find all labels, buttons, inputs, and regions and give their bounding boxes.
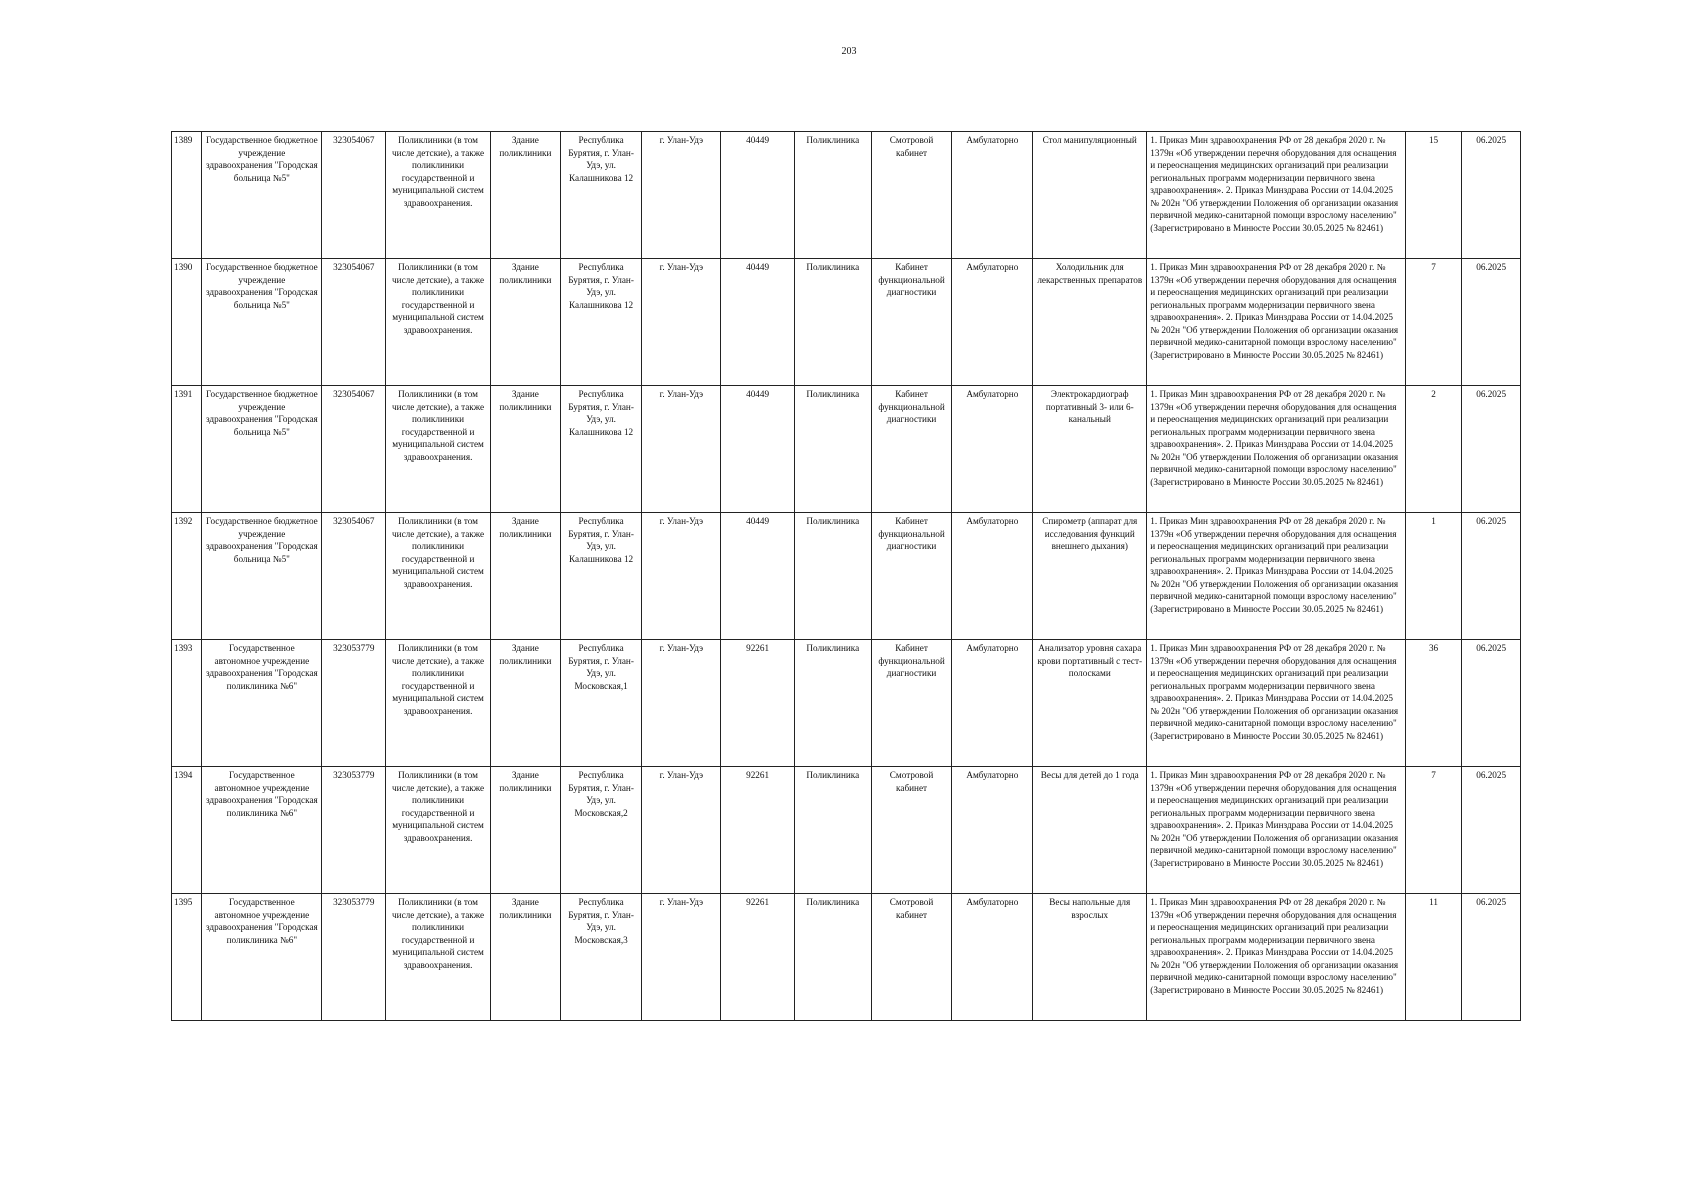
table-body (172, 132, 1521, 1021)
organization-name-cell: Государственное бюджетное учреждение здравоохранения "Городская больница №5" (202, 386, 322, 513)
care-mode-cell: Амбулаторно (952, 640, 1033, 767)
delivery-date-cell: 06.2025 (1462, 640, 1521, 767)
care-mode-cell: Амбулаторно (952, 386, 1033, 513)
quantity-cell: 36 (1405, 640, 1462, 767)
table-row (172, 767, 1521, 894)
room-name-cell: Смотровой кабинет (871, 894, 952, 1021)
organization-code-cell: 323054067 (322, 132, 386, 259)
row-number-cell: 1389 (172, 132, 202, 259)
organization-name-cell: Государственное автономное учреждение здравоохранения "Городская поликлиника №6" (202, 767, 322, 894)
department-cell: Поликлиника (794, 386, 871, 513)
room-name-cell: Смотровой кабинет (871, 132, 952, 259)
facility-id-cell: 40449 (721, 386, 795, 513)
care-mode-cell: Амбулаторно (952, 259, 1033, 386)
care-mode-cell: Амбулаторно (952, 767, 1033, 894)
facility-id-cell: 92261 (721, 767, 795, 894)
department-cell: Поликлиника (794, 513, 871, 640)
quantity-cell: 15 (1405, 132, 1462, 259)
table-row (172, 640, 1521, 767)
regulation-reference-cell: 1. Приказ Мин здравоохранения РФ от 28 декабря 2020 г. № 1379н «Об утверждении перечня оборудования для оснащения и переоснащения медицинских организаций при реализации региональных программ модернизации первичного звена здравоохранения». 2. Приказ Минздрава России от 14.04.2025 № 202н "Об утверждении Положения об организации оказания первичной медико-санитарной помощи взрослому населению" (Зарегистрировано в Минюсте России 30.05.2025 № 82461) (1147, 640, 1405, 767)
organization-code-cell: 323053779 (322, 894, 386, 1021)
room-name-cell: Кабинет функциональной диагностики (871, 386, 952, 513)
care-mode-cell: Амбулаторно (952, 132, 1033, 259)
address-cell: Республика Бурятия, г. Улан-Удэ, ул. Московская,2 (560, 767, 642, 894)
building-name-cell: Здание поликлиники (491, 513, 561, 640)
delivery-date-cell: 06.2025 (1462, 132, 1521, 259)
department-cell: Поликлиника (794, 894, 871, 1021)
facility-id-cell: 40449 (721, 259, 795, 386)
department-cell: Поликлиника (794, 640, 871, 767)
row-number-cell: 1391 (172, 386, 202, 513)
building-name-cell: Здание поликлиники (491, 386, 561, 513)
organization-name-cell: Государственное бюджетное учреждение здравоохранения "Городская больница №5" (202, 132, 322, 259)
row-number-cell: 1394 (172, 767, 202, 894)
building-name-cell: Здание поликлиники (491, 132, 561, 259)
building-name-cell: Здание поликлиники (491, 767, 561, 894)
facility-type-cell: Поликлиники (в том числе детские), а также поликлиники государственной и муниципальной систем здравоохранения. (386, 894, 491, 1021)
care-mode-cell: Амбулаторно (952, 513, 1033, 640)
city-cell: г. Улан-Удэ (642, 386, 721, 513)
facility-id-cell: 40449 (721, 132, 795, 259)
row-number-cell: 1395 (172, 894, 202, 1021)
city-cell: г. Улан-Удэ (642, 513, 721, 640)
quantity-cell: 7 (1405, 767, 1462, 894)
table-row (172, 894, 1521, 1021)
room-name-cell: Кабинет функциональной диагностики (871, 259, 952, 386)
city-cell: г. Улан-Удэ (642, 132, 721, 259)
address-cell: Республика Бурятия, г. Улан-Удэ, ул. Калашникова 12 (560, 513, 642, 640)
quantity-cell: 1 (1405, 513, 1462, 640)
delivery-date-cell: 06.2025 (1462, 513, 1521, 640)
facility-type-cell: Поликлиники (в том числе детские), а также поликлиники государственной и муниципальной систем здравоохранения. (386, 259, 491, 386)
equipment-name-cell: Весы напольные для взрослых (1033, 894, 1147, 1021)
building-name-cell: Здание поликлиники (491, 259, 561, 386)
city-cell: г. Улан-Удэ (642, 767, 721, 894)
delivery-date-cell: 06.2025 (1462, 767, 1521, 894)
table-row (172, 132, 1521, 259)
table-row (172, 259, 1521, 386)
row-number-cell: 1392 (172, 513, 202, 640)
delivery-date-cell: 06.2025 (1462, 894, 1521, 1021)
city-cell: г. Улан-Удэ (642, 640, 721, 767)
quantity-cell: 11 (1405, 894, 1462, 1021)
building-name-cell: Здание поликлиники (491, 894, 561, 1021)
organization-code-cell: 323054067 (322, 386, 386, 513)
regulation-reference-cell: 1. Приказ Мин здравоохранения РФ от 28 декабря 2020 г. № 1379н «Об утверждении перечня оборудования для оснащения и переоснащения медицинских организаций при реализации региональных программ модернизации первичного звена здравоохранения». 2. Приказ Минздрава России от 14.04.2025 № 202н "Об утверждении Положения об организации оказания первичной медико-санитарной помощи взрослому населению" (Зарегистрировано в Минюсте России 30.05.2025 № 82461) (1147, 894, 1405, 1021)
facility-type-cell: Поликлиники (в том числе детские), а также поликлиники государственной и муниципальной систем здравоохранения. (386, 132, 491, 259)
facility-type-cell: Поликлиники (в том числе детские), а также поликлиники государственной и муниципальной систем здравоохранения. (386, 386, 491, 513)
delivery-date-cell: 06.2025 (1462, 386, 1521, 513)
regulation-reference-cell: 1. Приказ Мин здравоохранения РФ от 28 декабря 2020 г. № 1379н «Об утверждении перечня оборудования для оснащения и переоснащения медицинских организаций при реализации региональных программ модернизации первичного звена здравоохранения». 2. Приказ Минздрава России от 14.04.2025 № 202н "Об утверждении Положения об организации оказания первичной медико-санитарной помощи взрослому населению" (Зарегистрировано в Минюсте России 30.05.2025 № 82461) (1147, 132, 1405, 259)
row-number-cell: 1390 (172, 259, 202, 386)
organization-name-cell: Государственное автономное учреждение здравоохранения "Городская поликлиника №6" (202, 640, 322, 767)
delivery-date-cell: 06.2025 (1462, 259, 1521, 386)
address-cell: Республика Бурятия, г. Улан-Удэ, ул. Калашникова 12 (560, 259, 642, 386)
organization-name-cell: Государственное бюджетное учреждение здравоохранения "Городская больница №5" (202, 513, 322, 640)
facility-type-cell: Поликлиники (в том числе детские), а также поликлиники государственной и муниципальной систем здравоохранения. (386, 767, 491, 894)
table-row (172, 386, 1521, 513)
equipment-name-cell: Холодильник для лекарственных препаратов (1033, 259, 1147, 386)
organization-code-cell: 323054067 (322, 513, 386, 640)
room-name-cell: Кабинет функциональной диагностики (871, 513, 952, 640)
organization-code-cell: 323053779 (322, 640, 386, 767)
equipment-name-cell: Спирометр (аппарат для исследования функций внешнего дыхания) (1033, 513, 1147, 640)
department-cell: Поликлиника (794, 259, 871, 386)
address-cell: Республика Бурятия, г. Улан-Удэ, ул. Калашникова 12 (560, 132, 642, 259)
row-number-cell: 1393 (172, 640, 202, 767)
room-name-cell: Смотровой кабинет (871, 767, 952, 894)
facility-type-cell: Поликлиники (в том числе детские), а также поликлиники государственной и муниципальной систем здравоохранения. (386, 513, 491, 640)
room-name-cell: Кабинет функциональной диагностики (871, 640, 952, 767)
organization-name-cell: Государственное бюджетное учреждение здравоохранения "Городская больница №5" (202, 259, 322, 386)
building-name-cell: Здание поликлиники (491, 640, 561, 767)
regulation-reference-cell: 1. Приказ Мин здравоохранения РФ от 28 декабря 2020 г. № 1379н «Об утверждении перечня оборудования для оснащения и переоснащения медицинских организаций при реализации региональных программ модернизации первичного звена здравоохранения». 2. Приказ Минздрава России от 14.04.2025 № 202н "Об утверждении Положения об организации оказания первичной медико-санитарной помощи взрослому населению" (Зарегистрировано в Минюсте России 30.05.2025 № 82461) (1147, 259, 1405, 386)
facility-type-cell: Поликлиники (в том числе детские), а также поликлиники государственной и муниципальной систем здравоохранения. (386, 640, 491, 767)
facility-id-cell: 92261 (721, 640, 795, 767)
regulation-reference-cell: 1. Приказ Мин здравоохранения РФ от 28 декабря 2020 г. № 1379н «Об утверждении перечня оборудования для оснащения и переоснащения медицинских организаций при реализации региональных программ модернизации первичного звена здравоохранения». 2. Приказ Минздрава России от 14.04.2025 № 202н "Об утверждении Положения об организации оказания первичной медико-санитарной помощи взрослому населению" (Зарегистрировано в Минюсте России 30.05.2025 № 82461) (1147, 386, 1405, 513)
city-cell: г. Улан-Удэ (642, 259, 721, 386)
regulation-reference-cell: 1. Приказ Мин здравоохранения РФ от 28 декабря 2020 г. № 1379н «Об утверждении перечня оборудования для оснащения и переоснащения медицинских организаций при реализации региональных программ модернизации первичного звена здравоохранения». 2. Приказ Минздрава России от 14.04.2025 № 202н "Об утверждении Положения об организации оказания первичной медико-санитарной помощи взрослому населению" (Зарегистрировано в Минюсте России 30.05.2025 № 82461) (1147, 767, 1405, 894)
address-cell: Республика Бурятия, г. Улан-Удэ, ул. Московская,1 (560, 640, 642, 767)
equipment-name-cell: Анализатор уровня сахара крови портативный с тест-полосками (1033, 640, 1147, 767)
equipment-name-cell: Стол манипуляционный (1033, 132, 1147, 259)
equipment-table (171, 131, 1521, 1021)
organization-code-cell: 323054067 (322, 259, 386, 386)
equipment-name-cell: Электрокардиограф портативный 3- или 6-канальный (1033, 386, 1147, 513)
department-cell: Поликлиника (794, 132, 871, 259)
address-cell: Республика Бурятия, г. Улан-Удэ, ул. Московская,3 (560, 894, 642, 1021)
table-row (172, 513, 1521, 640)
address-cell: Республика Бурятия, г. Улан-Удэ, ул. Калашникова 12 (560, 386, 642, 513)
quantity-cell: 2 (1405, 386, 1462, 513)
organization-code-cell: 323053779 (322, 767, 386, 894)
department-cell: Поликлиника (794, 767, 871, 894)
facility-id-cell: 92261 (721, 894, 795, 1021)
organization-name-cell: Государственное автономное учреждение здравоохранения "Городская поликлиника №6" (202, 894, 322, 1021)
care-mode-cell: Амбулаторно (952, 894, 1033, 1021)
quantity-cell: 7 (1405, 259, 1462, 386)
page-number: 203 (841, 46, 857, 57)
equipment-name-cell: Весы для детей до 1 года (1033, 767, 1147, 894)
city-cell: г. Улан-Удэ (642, 894, 721, 1021)
regulation-reference-cell: 1. Приказ Мин здравоохранения РФ от 28 декабря 2020 г. № 1379н «Об утверждении перечня оборудования для оснащения и переоснащения медицинских организаций при реализации региональных программ модернизации первичного звена здравоохранения». 2. Приказ Минздрава России от 14.04.2025 № 202н "Об утверждении Положения об организации оказания первичной медико-санитарной помощи взрослому населению" (Зарегистрировано в Минюсте России 30.05.2025 № 82461) (1147, 513, 1405, 640)
facility-id-cell: 40449 (721, 513, 795, 640)
